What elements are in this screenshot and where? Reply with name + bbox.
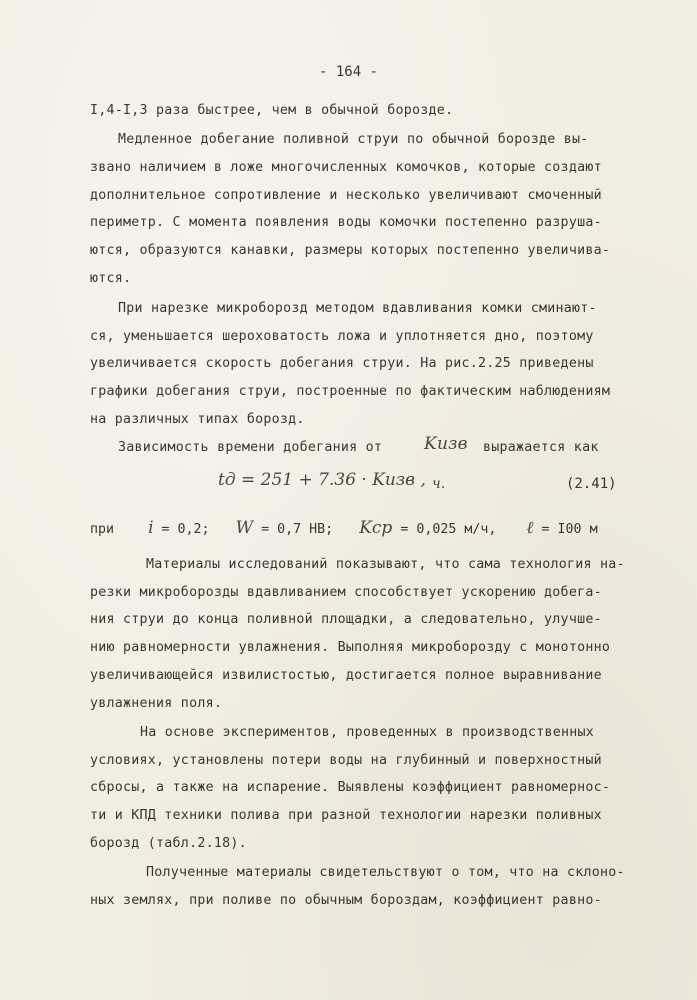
param-i-value: = 0,2;	[161, 522, 210, 537]
text-line: Полученные материалы свидетельствуют о том, что на склоно-	[146, 865, 625, 880]
text-line: резки микроборозды вдавливанием способствует ускорению добега-	[90, 585, 602, 600]
text-line: периметр. С момента появления воды комочки постепенно разруша-	[90, 215, 602, 230]
text-line: Медленное добегание поливной струи по обычной борозде вы-	[118, 132, 589, 147]
formula-unit: ч.	[432, 476, 446, 492]
text-line: ются, образуются канавки, размеры которых постепенно увеличива-	[90, 243, 611, 258]
text-line: увлажнения поля.	[90, 696, 223, 711]
param-w-value: = 0,7 НВ;	[261, 522, 334, 537]
param-k-value: = 0,025 м/ч,	[400, 522, 497, 537]
page-number: - 164 -	[318, 64, 378, 80]
text-line: борозд (табл.2.18).	[90, 836, 247, 851]
text-line: выражается как	[483, 440, 599, 455]
text-line: увеличивающейся извилистостью, достигается полное выравнивание	[90, 668, 602, 683]
text-line: условиях, установлены потери воды на глубинный и поверхностный	[90, 753, 602, 768]
text-line: ния струи до конца поливной площадки, а следовательно, улучше-	[90, 612, 602, 627]
text-line: Зависимость времени добегания от	[118, 440, 383, 455]
text-line: сбросы, а также на испарение. Выявлены коэффициент равномернос-	[90, 780, 611, 795]
inline-symbol-k: Kизв	[424, 434, 468, 454]
text-line: дополнительное сопротивление и несколько увеличивают смоченный	[90, 188, 602, 203]
formula-parameters	[90, 518, 598, 538]
param-i-symbol: i	[148, 518, 154, 538]
text-line: звано наличием в ложе многочисленных комочков, которые создают	[90, 160, 602, 175]
text-line: На основе экспериментов, проведенных в производственных	[140, 725, 595, 740]
text-line: ных землях, при поливе по обычным бороздам, коэффициент равно-	[90, 893, 602, 908]
formula-expression: tд = 251 + 7.36 · Kизв ,	[218, 470, 426, 490]
param-l-value: = I00 м	[541, 522, 598, 537]
text-line: I,4-I,3 раза быстрее, чем в обычной борозде.	[90, 103, 454, 118]
param-w-symbol: W	[235, 518, 254, 538]
text-line: нию равномерности увлажнения. Выполняя микроборозду с монотонно	[90, 640, 611, 655]
text-line: увеличивается скорость добегания струи. На рис.2.25 приведены	[90, 356, 594, 371]
text-line: При нарезке микроборозд методом вдавливания комки сминают-	[118, 301, 597, 316]
formula-number: (2.41)	[566, 476, 617, 492]
text-line: ти и КПД техники полива при разной технологии нарезки поливных	[90, 808, 602, 823]
text-line: ются.	[90, 271, 132, 286]
text-line: Материалы исследований показывают, что сама технология на-	[146, 557, 625, 572]
param-l-symbol: ℓ	[526, 518, 534, 538]
param-k-symbol: Kср	[359, 518, 393, 538]
text-line: на различных типах борозд.	[90, 412, 305, 427]
text-line: графики добегания струи, построенные по фактическим наблюдениям	[90, 384, 611, 399]
params-label: при	[90, 522, 115, 537]
text-line: ся, уменьшается шероховатость ложа и уплотняется дно, поэтому	[90, 329, 594, 344]
